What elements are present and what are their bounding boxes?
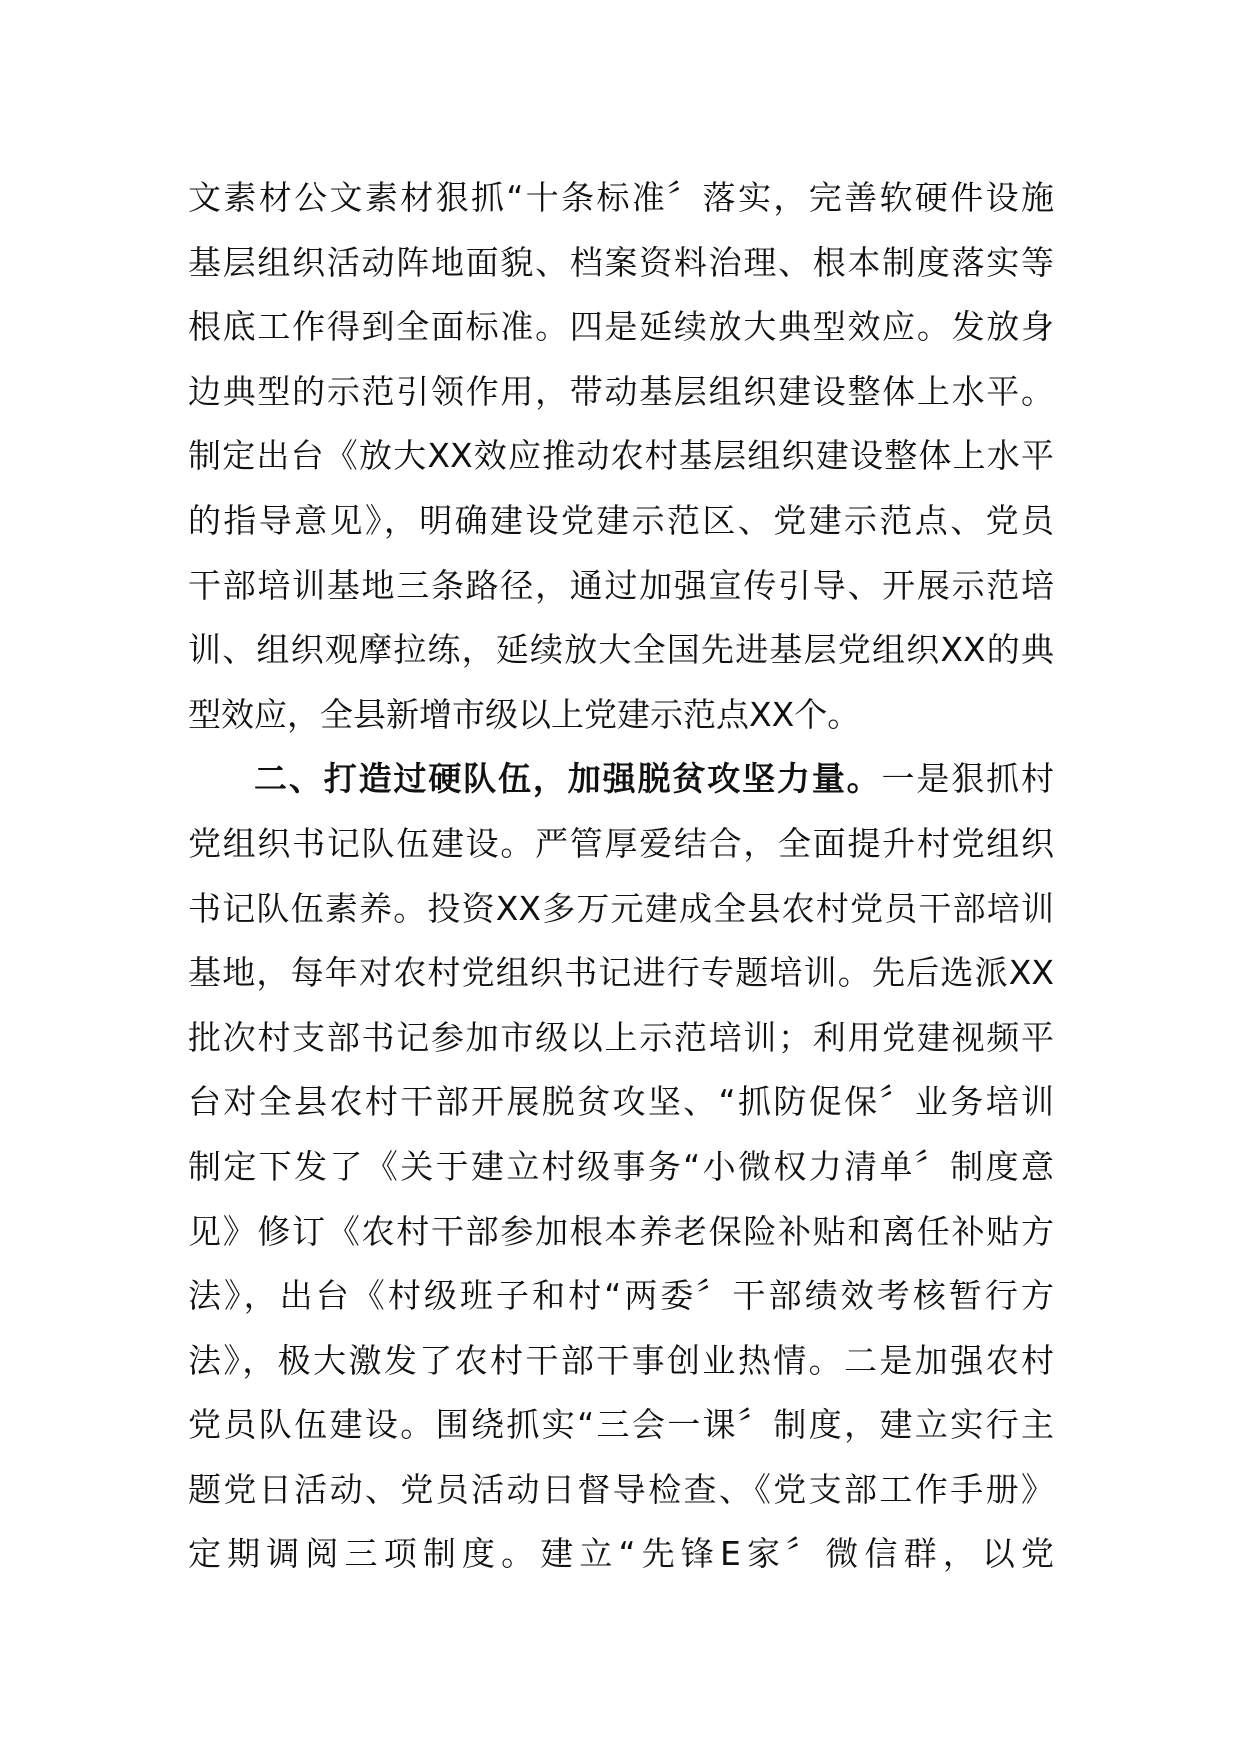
- section-line-10: 党员队伍建设。围绕抓实“三会一课〞制度，建立实行主: [188, 1405, 1054, 1445]
- section-line-12: 定期调阅三项制度。建立“先锋E家〞微信群，以党: [188, 1534, 1054, 1574]
- body-line-4: 边典型的示范引领作用，带动基层组织建设整体上水平。: [188, 371, 1054, 411]
- body-line-5: 制定出台《放大XX效应推动农村基层组织建设整体上水平: [188, 436, 1054, 476]
- section-line-2: 书记队伍素养。投资XX多万元建成全县农村党员干部培训: [188, 888, 1054, 928]
- section-line-7: 见》修订《农村干部参加根本养老保险补贴和离任补贴方: [188, 1211, 1054, 1251]
- section-line-8: 法》，出台《村级班子和村“两委〞干部绩效考核暂行方: [188, 1276, 1054, 1316]
- document-body: [188, 166, 1054, 1587]
- body-line-9: 型效应，全县新增市级以上党建示范点XX个。: [188, 694, 861, 734]
- section-line-3: 基地，每年对农村党组织书记进行专题培训。先后选派XX: [188, 953, 1054, 993]
- section-line-9: 法》，极大激发了农村干部干事创业热情。二是加强农村: [188, 1340, 1054, 1380]
- section-heading-rest: 一是狠抓村: [881, 759, 1054, 799]
- section-line-4: 批次村支部书记参加市级以上示范培训；利用党建视频平: [188, 1017, 1054, 1057]
- section-heading: 二、打造过硬队伍，加强脱贫攻坚力量。: [254, 759, 882, 799]
- body-line-2: 基层组织活动阵地面貌、档案资料治理、根本制度落实等: [188, 242, 1054, 282]
- body-line-8: 训、组织观摩拉练，延续放大全国先进基层党组织XX的典: [188, 630, 1054, 670]
- body-line-6: 的指导意见》，明确建设党建示范区、党建示范点、党员: [188, 500, 1054, 540]
- section-line-5: 台对全县农村干部开展脱贫攻坚、“抓防促保〞业务培训: [188, 1082, 1054, 1122]
- section-line-6: 制定下发了《关于建立村级事务“小微权力清单〞制度意: [188, 1146, 1054, 1186]
- body-line-1: 文素材公文素材狠抓“十条标准〞落实，完善软硬件设施: [188, 178, 1054, 217]
- body-line-3: 根底工作得到全面标准。四是延续放大典型效应。发放身: [188, 307, 1054, 347]
- body-line-7: 干部培训基地三条路径，通过加强宣传引导、开展示范培: [188, 565, 1054, 605]
- section-line-1: 党组织书记队伍建设。严管厚爱结合，全面提升村党组织: [188, 823, 1054, 863]
- section-line-11: 题党日活动、党员活动日督导检查、《党支部工作手册》: [188, 1469, 1054, 1509]
- section-heading-line: [188, 747, 1054, 812]
